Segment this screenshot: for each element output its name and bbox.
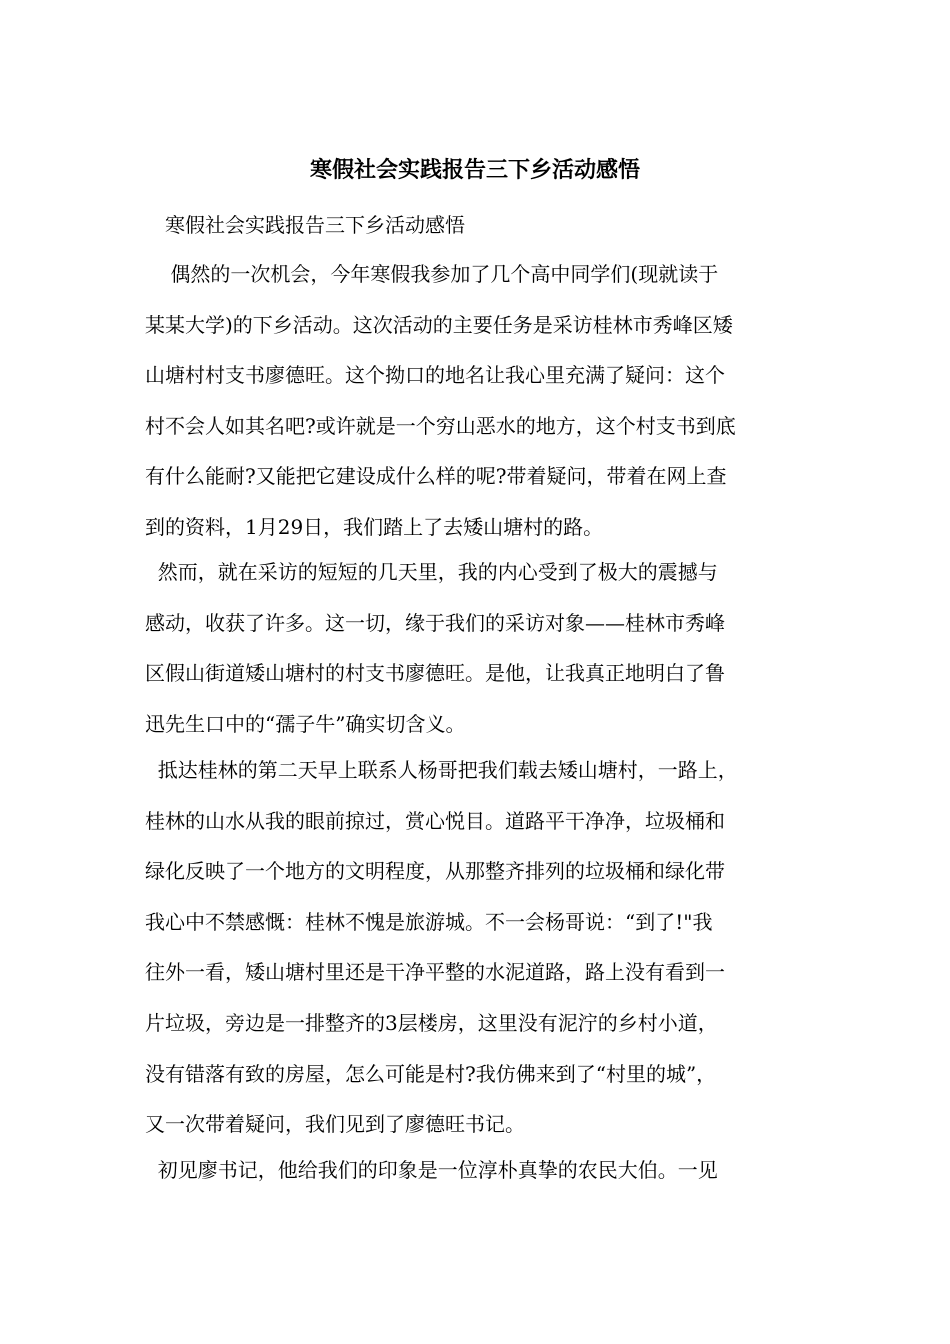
paragraph-line: 初见廖书记，他给我们的印象是一位淳朴真挚的农民大伯。一见 [145, 1158, 718, 1182]
paragraph-line: 山塘村村支书廖德旺。这个拗口的地名让我心里充满了疑问：这个 [145, 363, 725, 388]
paragraph-line: 区假山街道矮山塘村的村支书廖德旺。是他，让我真正地明白了鲁 [145, 661, 725, 686]
document-subtitle: 寒假社会实践报告三下乡活动感悟 [165, 213, 465, 237]
paragraph-line: 到的资料，1月29日，我们踏上了去矮山塘村的路。 [145, 514, 604, 539]
paragraph-line: 绿化反映了一个地方的文明程度，从那整齐排列的垃圾桶和绿化带 [145, 859, 725, 884]
paragraph-line: 偶然的一次机会，今年寒假我参加了几个高中同学们(现就读于 [145, 262, 719, 286]
paragraph-4 [145, 1145, 805, 1196]
paragraph-line: 又一次带着疑问，我们见到了廖德旺书记。 [145, 1112, 525, 1137]
document-title: 寒假社会实践报告三下乡活动感悟 [309, 157, 640, 183]
paragraph-line: 某某大学)的下乡活动。这次活动的主要任务是采访桂林市秀峰区矮 [145, 312, 733, 337]
paragraph-line: 没有错落有致的房屋，怎么可能是村?我仿佛来到了“村里的城”， [145, 1061, 717, 1086]
paragraph-2 [145, 547, 805, 749]
paragraph-line: 村不会人如其名吧?或许就是一个穷山恶水的地方，这个村支书到底 [145, 413, 736, 438]
paragraph-line: 桂林的山水从我的眼前掠过，赏心悦目。道路平干净净，垃圾桶和 [145, 808, 725, 833]
paragraph-line: 抵达桂林的第二天早上联系人杨哥把我们载去矮山塘村，一路上， [145, 758, 738, 782]
paragraph-line: 我心中不禁感慨：桂林不愧是旅游城。不一会杨哥说：“到了!"我 [145, 909, 713, 934]
paragraph-line: 片垃圾，旁边是一排整齐的3层楼房，这里没有泥泞的乡村小道， [145, 1010, 718, 1035]
paragraph-1 [145, 249, 805, 553]
paragraph-3 [145, 745, 805, 1150]
paragraph-line: 往外一看，矮山塘村里还是干净平整的水泥道路，路上没有看到一 [145, 960, 725, 985]
paragraph-line: 然而，就在采访的短短的几天里，我的内心受到了极大的震撼与 [145, 560, 718, 584]
paragraph-line: 迅先生口中的“孺子牛”确实切含义。 [145, 711, 466, 736]
paragraph-line: 感动，收获了许多。这一切，缘于我们的采访对象——桂林市秀峰 [145, 610, 725, 635]
paragraph-line: 有什么能耐?又能把它建设成什么样的呢?带着疑问，带着在网上查 [145, 464, 727, 489]
